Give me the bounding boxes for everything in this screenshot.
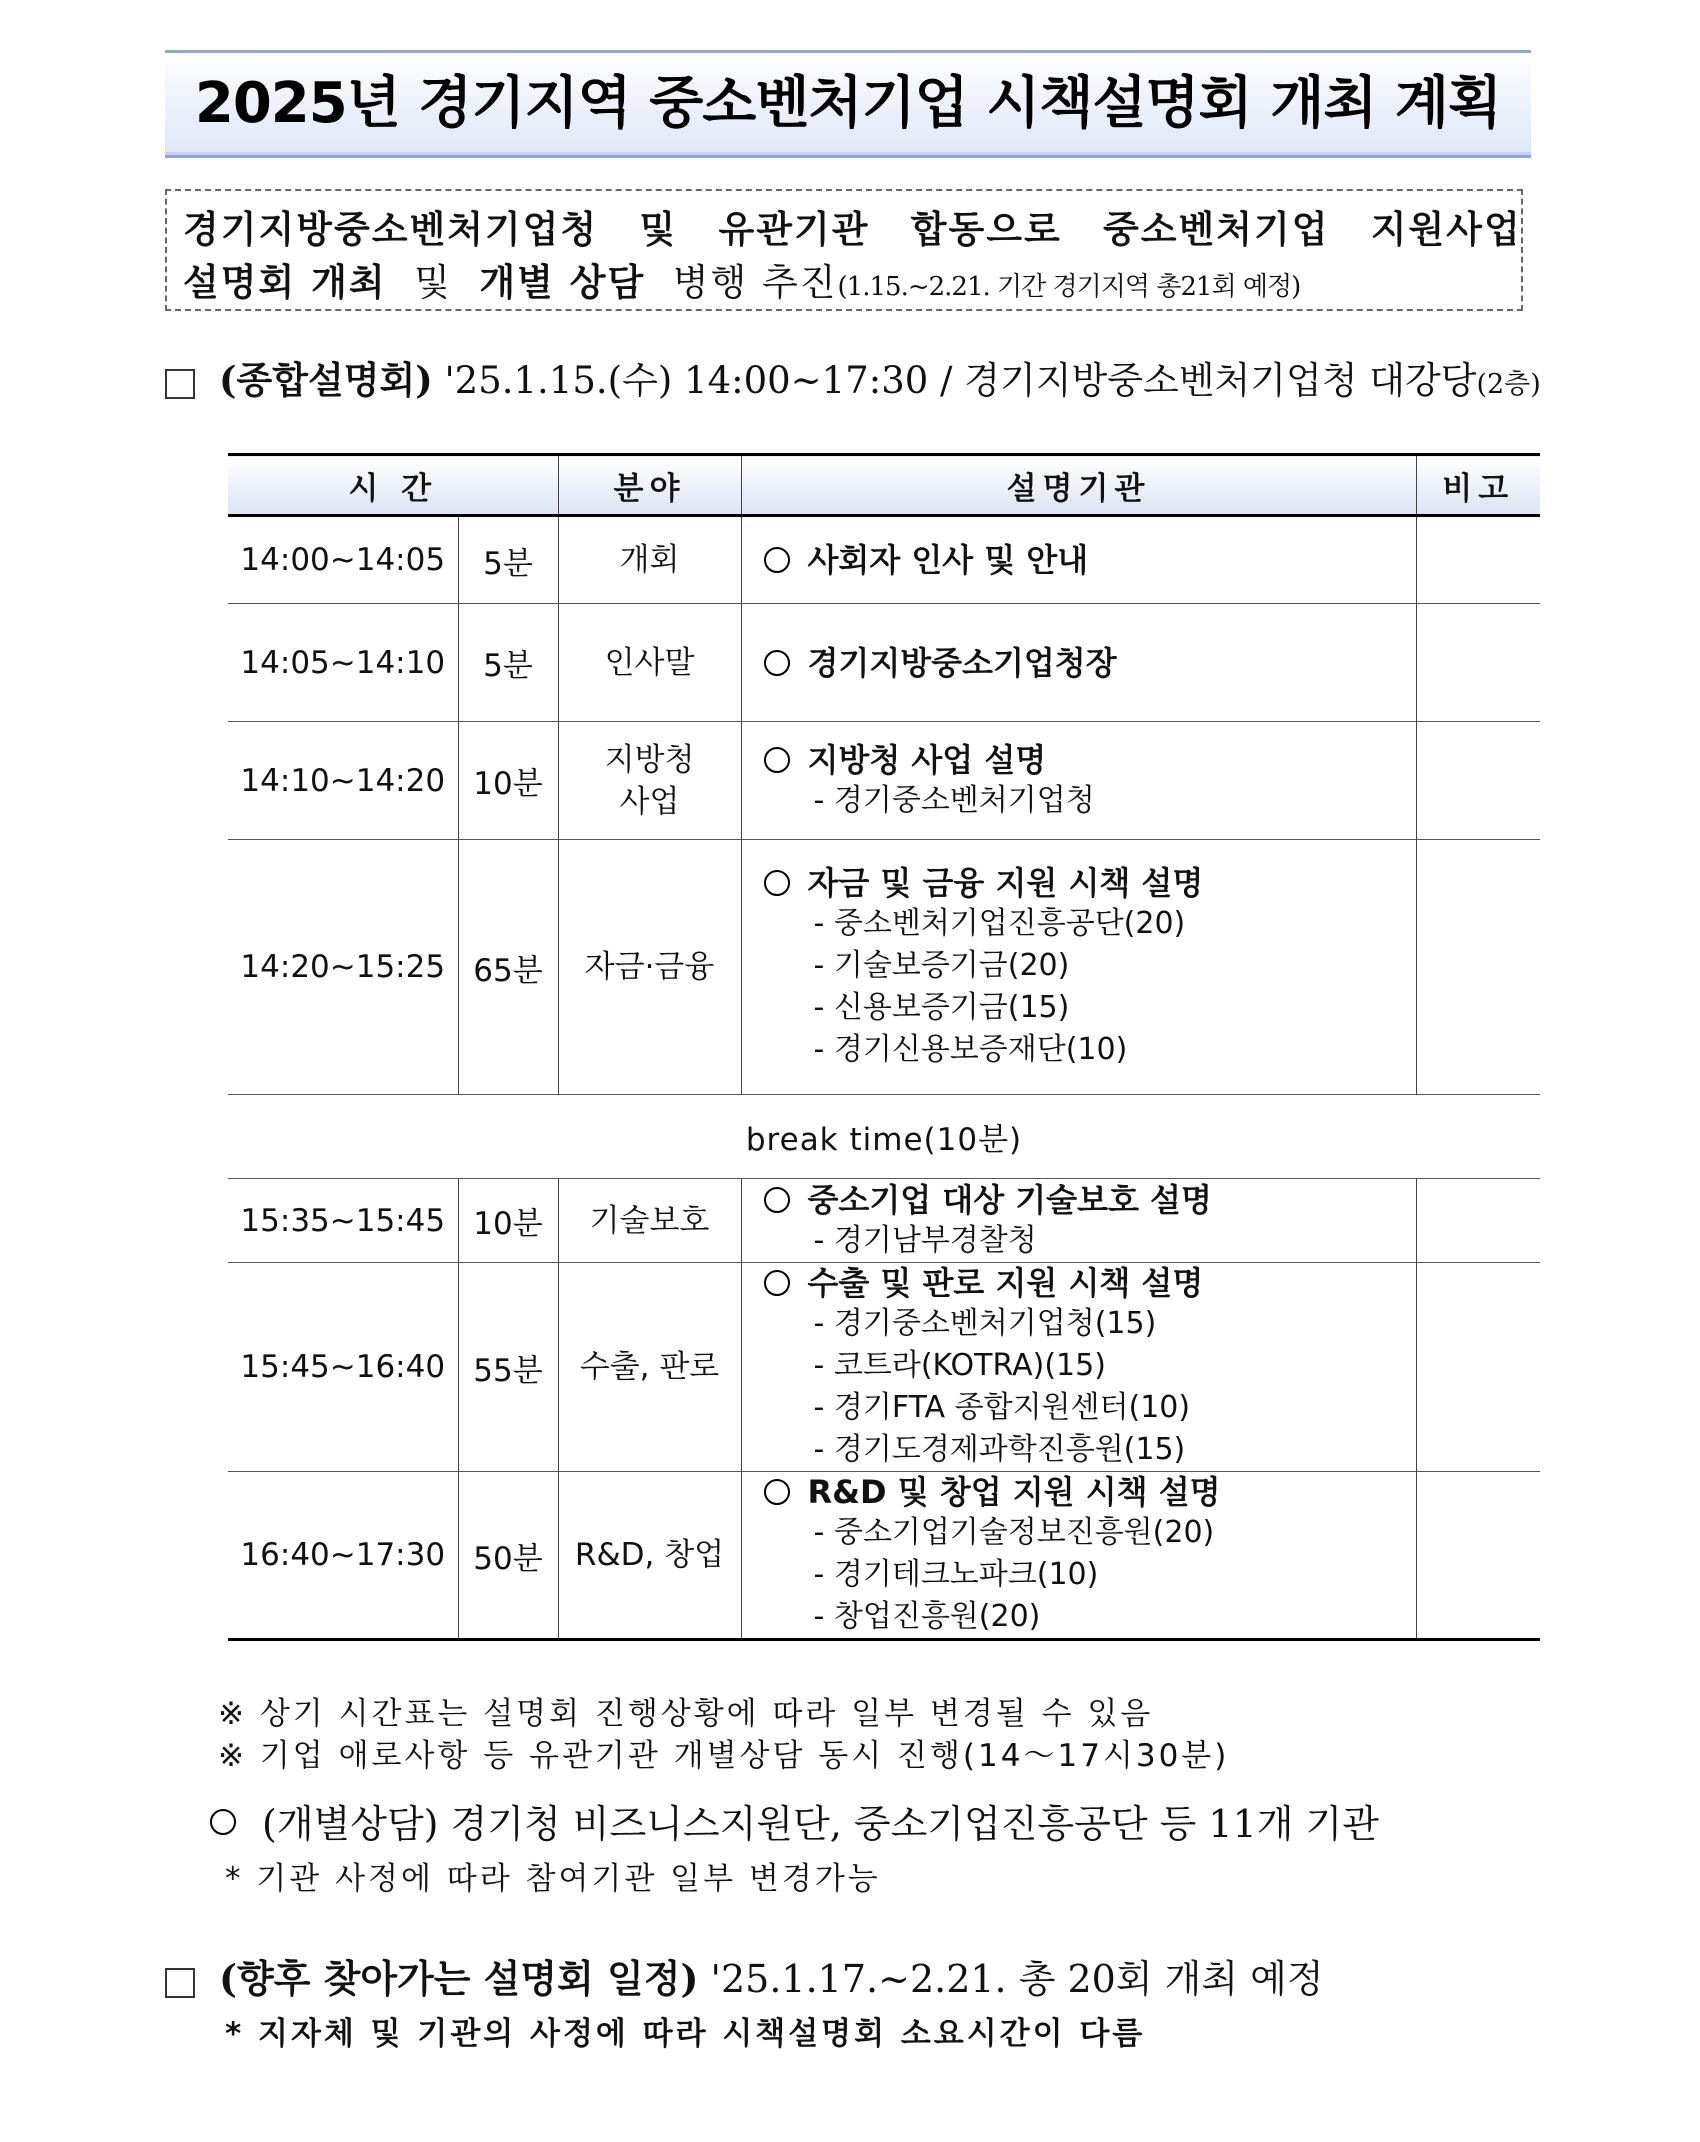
cell-field: 수출, 판로	[558, 1263, 741, 1472]
cell-field: 인사말	[558, 604, 741, 722]
cell-field: 기술보호	[558, 1179, 741, 1263]
circle-bullet-icon	[764, 650, 790, 676]
org-list	[764, 1512, 1416, 1638]
circle-bullet-icon	[210, 1809, 236, 1835]
consult-text: (개별상담) 경기청 비즈니스지원단, 중소기업진흥공단 등 11개 기관	[262, 1802, 1379, 1846]
section1-detail: '25.1.15.(수) 14:00~17:30 / 경기지방중소벤처기업청 대강당	[444, 359, 1477, 402]
org-list-item: - 중소벤처기업진흥공단(20)	[814, 903, 1416, 945]
cell-duration: 10분	[458, 1179, 558, 1263]
section2-label: (향후 찾아가는 설명회 일정)	[219, 1956, 699, 2001]
header-time: 시 간	[228, 455, 558, 516]
header-note: 비고	[1416, 455, 1540, 516]
schedule-table	[228, 453, 1540, 1641]
org-title	[764, 740, 1416, 780]
break-row	[228, 1095, 1540, 1179]
table-row	[228, 722, 1540, 840]
circle-bullet-icon	[764, 1187, 790, 1213]
checkbox-icon	[165, 1968, 195, 1998]
org-list	[764, 903, 1416, 1071]
org-title-text: 경기지방중소기업청장	[807, 643, 1117, 682]
summary-programs: 지원사업	[1370, 207, 1522, 251]
summary-period: (1.15.~2.21. 기간 경기지역 총21회 예정)	[837, 272, 1301, 302]
section2-detail: '25.1.17.~2.21. 총 20회 개최 예정	[710, 1957, 1324, 2001]
circle-bullet-icon	[764, 1479, 790, 1505]
org-title	[764, 1263, 1416, 1303]
header-field: 분야	[558, 455, 741, 516]
cell-duration: 10분	[458, 722, 558, 840]
summary-tail: 병행 추진	[672, 261, 838, 304]
org-title-text: R&D 및 창업 지원 시책 설명	[807, 1473, 1221, 1511]
cell-org	[741, 1472, 1416, 1640]
table-row	[228, 604, 1540, 722]
summary-line-1	[183, 203, 1522, 256]
section1-label: (종합설명회)	[219, 358, 433, 402]
summary-joint: 합동으로	[910, 207, 1062, 251]
org-title-text: 중소기업 대상 기술보호 설명	[807, 1180, 1212, 1219]
cell-time: 16:40~17:30	[228, 1472, 458, 1640]
break-time-cell: break time(10분)	[228, 1095, 1540, 1179]
circle-bullet-icon	[764, 870, 790, 896]
summary-briefing: 설명회 개최	[183, 260, 387, 304]
org-list-item: - 중소기업기술정보진흥원(20)	[814, 1512, 1416, 1554]
org-title	[764, 1180, 1416, 1220]
cell-org	[741, 1263, 1416, 1472]
org-list-item: - 경기중소벤처기업청	[814, 780, 1416, 822]
summary-and-2: 및	[414, 261, 452, 304]
org-list	[764, 780, 1416, 822]
org-list-item: - 경기신용보증재단(10)	[814, 1029, 1416, 1071]
section1-floor: (2층)	[1476, 369, 1541, 400]
summary-org: 경기지방중소벤처기업청	[183, 207, 599, 251]
org-list-item: - 경기중소벤처기업청(15)	[814, 1303, 1416, 1345]
org-title-text: 사회자 인사 및 안내	[807, 541, 1089, 579]
section2-sub-note: * 지자체 및 기관의 사정에 따라 시책설명회 소요시간이 다름	[225, 2016, 1146, 2052]
cell-org	[741, 604, 1416, 722]
consult-sub-note: * 기관 사정에 따라 참여기관 일부 변경가능	[225, 1861, 881, 1897]
circle-bullet-icon	[764, 747, 790, 773]
cell-time: 15:35~15:45	[228, 1179, 458, 1263]
summary-and: 및	[639, 207, 678, 251]
org-list	[764, 1303, 1416, 1471]
org-list-item: - 코트라(KOTRA)(15)	[814, 1345, 1416, 1387]
org-title	[764, 643, 1416, 683]
cell-note	[1416, 1179, 1540, 1263]
org-title-text: 자금 및 금융 지원 시책 설명	[807, 864, 1204, 902]
summary-box	[165, 189, 1523, 311]
org-list-item: - 경기남부경찰청	[814, 1220, 1416, 1262]
org-list-item: - 경기테크노파크(10)	[814, 1554, 1416, 1596]
header-org: 설명기관	[741, 455, 1416, 516]
cell-time: 14:05~14:10	[228, 604, 458, 722]
table-row	[228, 1179, 1540, 1263]
cell-org	[741, 516, 1416, 604]
summary-partners: 유관기관	[718, 207, 870, 251]
cell-note	[1416, 722, 1540, 840]
table-row	[228, 516, 1540, 604]
org-list-item: - 기술보증기금(20)	[814, 945, 1416, 987]
org-title	[764, 540, 1416, 580]
cell-note	[1416, 1472, 1540, 1640]
org-list-item: - 경기FTA 종합지원센터(10)	[814, 1387, 1416, 1429]
circle-bullet-icon	[764, 547, 790, 573]
section-general-briefing	[165, 350, 1541, 404]
org-list-item: - 경기도경제과학진흥원(15)	[814, 1429, 1416, 1471]
cell-duration: 50분	[458, 1472, 558, 1640]
cell-note	[1416, 840, 1540, 1095]
cell-note	[1416, 516, 1540, 604]
org-title	[764, 863, 1416, 903]
cell-field: 개회	[558, 516, 741, 604]
cell-note	[1416, 1263, 1540, 1472]
cell-field: 자금·금융	[558, 840, 741, 1095]
page-title: 2025년 경기지역 중소벤처기업 시책설명회 개최 계획	[194, 71, 1502, 136]
table-row	[228, 1263, 1540, 1472]
circle-bullet-icon	[764, 1270, 790, 1296]
section-upcoming-briefings	[165, 1948, 1324, 2003]
org-title	[764, 1472, 1416, 1512]
cell-org	[741, 840, 1416, 1095]
cell-time: 14:20~15:25	[228, 840, 458, 1095]
org-title-text: 수출 및 판로 지원 시책 설명	[807, 1264, 1204, 1302]
org-list	[764, 1220, 1416, 1262]
cell-org	[741, 1179, 1416, 1263]
cell-field: 지방청 사업	[558, 722, 741, 840]
table-header-row	[228, 455, 1540, 516]
org-title-text: 지방청 사업 설명	[807, 740, 1047, 779]
cell-time: 14:10~14:20	[228, 722, 458, 840]
title-banner	[165, 50, 1531, 158]
cell-time: 14:00~14:05	[228, 516, 458, 604]
checkbox-icon	[165, 369, 195, 399]
cell-duration: 55분	[458, 1263, 558, 1472]
summary-line-2	[183, 256, 1505, 313]
summary-consult: 개별 상담	[479, 260, 646, 304]
cell-note	[1416, 604, 1540, 722]
note-concurrent-consult: ※ 기업 애로사항 등 유관기관 개별상담 동시 진행(14～17시30분)	[218, 1738, 1230, 1774]
org-list-item: - 신용보증기금(15)	[814, 987, 1416, 1029]
note-schedule-change: ※ 상기 시간표는 설명회 진행상황에 따라 일부 변경될 수 있음	[218, 1696, 1154, 1732]
cell-duration: 5분	[458, 516, 558, 604]
table-row	[228, 1472, 1540, 1640]
cell-field: R&D, 창업	[558, 1472, 741, 1640]
cell-duration: 65분	[458, 840, 558, 1095]
individual-consult	[210, 1793, 1379, 1848]
cell-duration: 5분	[458, 604, 558, 722]
summary-target: 중소벤처기업	[1103, 207, 1330, 251]
cell-time: 15:45~16:40	[228, 1263, 458, 1472]
table-row	[228, 840, 1540, 1095]
org-list-item: - 창업진흥원(20)	[814, 1596, 1416, 1638]
cell-org	[741, 722, 1416, 840]
